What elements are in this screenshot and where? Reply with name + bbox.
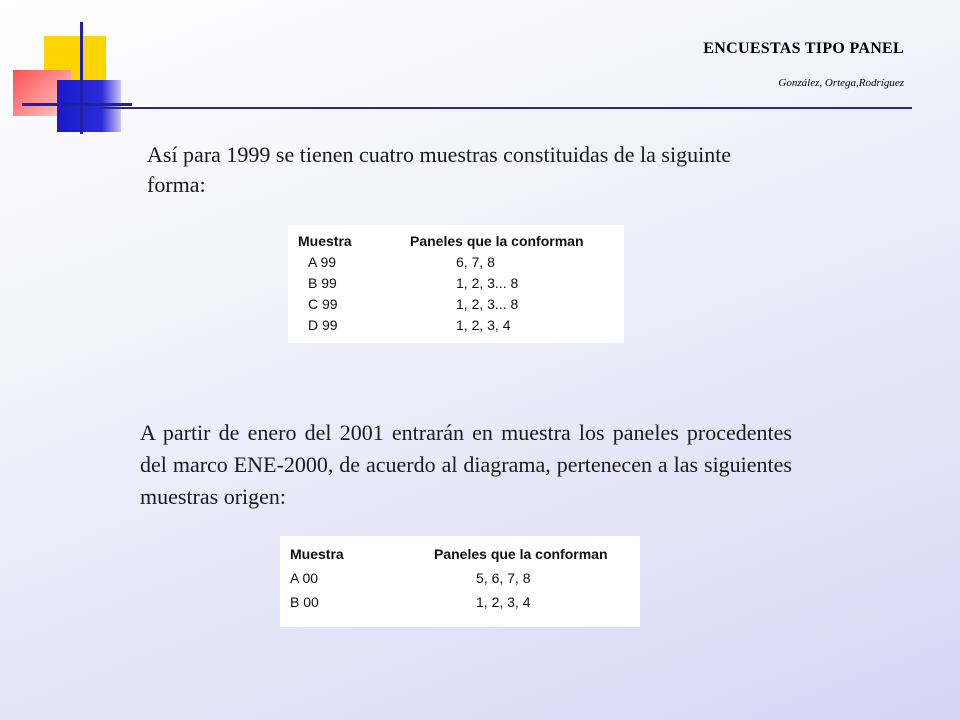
table2-header-muestra: Muestra: [290, 546, 344, 562]
table1-row-c-muestra: C 99: [308, 296, 338, 312]
table1-row-a-paneles: 6, 7, 8: [456, 254, 495, 270]
table2-row-b-paneles: 1, 2, 3, 4: [476, 594, 531, 610]
table1-row-a-muestra: A 99: [308, 254, 337, 270]
logo-vertical-line: [80, 22, 83, 134]
table1-row-c-paneles: 1, 2, 3... 8: [456, 296, 519, 312]
slide-header-title: ENCUESTAS TIPO PANEL: [703, 40, 904, 57]
logo-horizontal-line: [22, 103, 132, 106]
table1-row-b-muestra: B 99: [308, 275, 337, 291]
header-divider: [100, 107, 912, 109]
table1-header-paneles: Paneles que la conforman: [410, 233, 584, 249]
table2-row-a-paneles: 5, 6, 7, 8: [476, 570, 531, 586]
slide-header-authors: González, Ortega,Rodríguez: [778, 77, 904, 89]
table1-row-d-paneles: 1, 2, 3, 4: [456, 317, 511, 333]
paragraph-1999: Así para 1999 se tienen cuatro muestras constituidas de la siguinte forma:: [147, 142, 732, 197]
table2-row-a-muestra: A 00: [290, 570, 319, 586]
table2-header-paneles: Paneles que la conforman: [434, 546, 608, 562]
table2-row-b-muestra: B 00: [290, 594, 319, 610]
table1-row-b-paneles: 1, 2, 3... 8: [456, 275, 519, 291]
decorative-logo: [0, 0, 140, 140]
logo-blue-square: [57, 80, 121, 132]
table1-row-d-muestra: D 99: [308, 317, 338, 333]
table-2000-samples: [280, 536, 640, 627]
table-1999-samples: [288, 225, 624, 343]
table1-header-muestra: Muestra: [298, 233, 352, 249]
paragraph-2001: A partir de enero del 2001 entrarán en muestra los paneles procedentes del marco ENE-2000, de acuerdo al diagrama, pertenecen a las siguientes muestras origen:: [140, 420, 792, 509]
